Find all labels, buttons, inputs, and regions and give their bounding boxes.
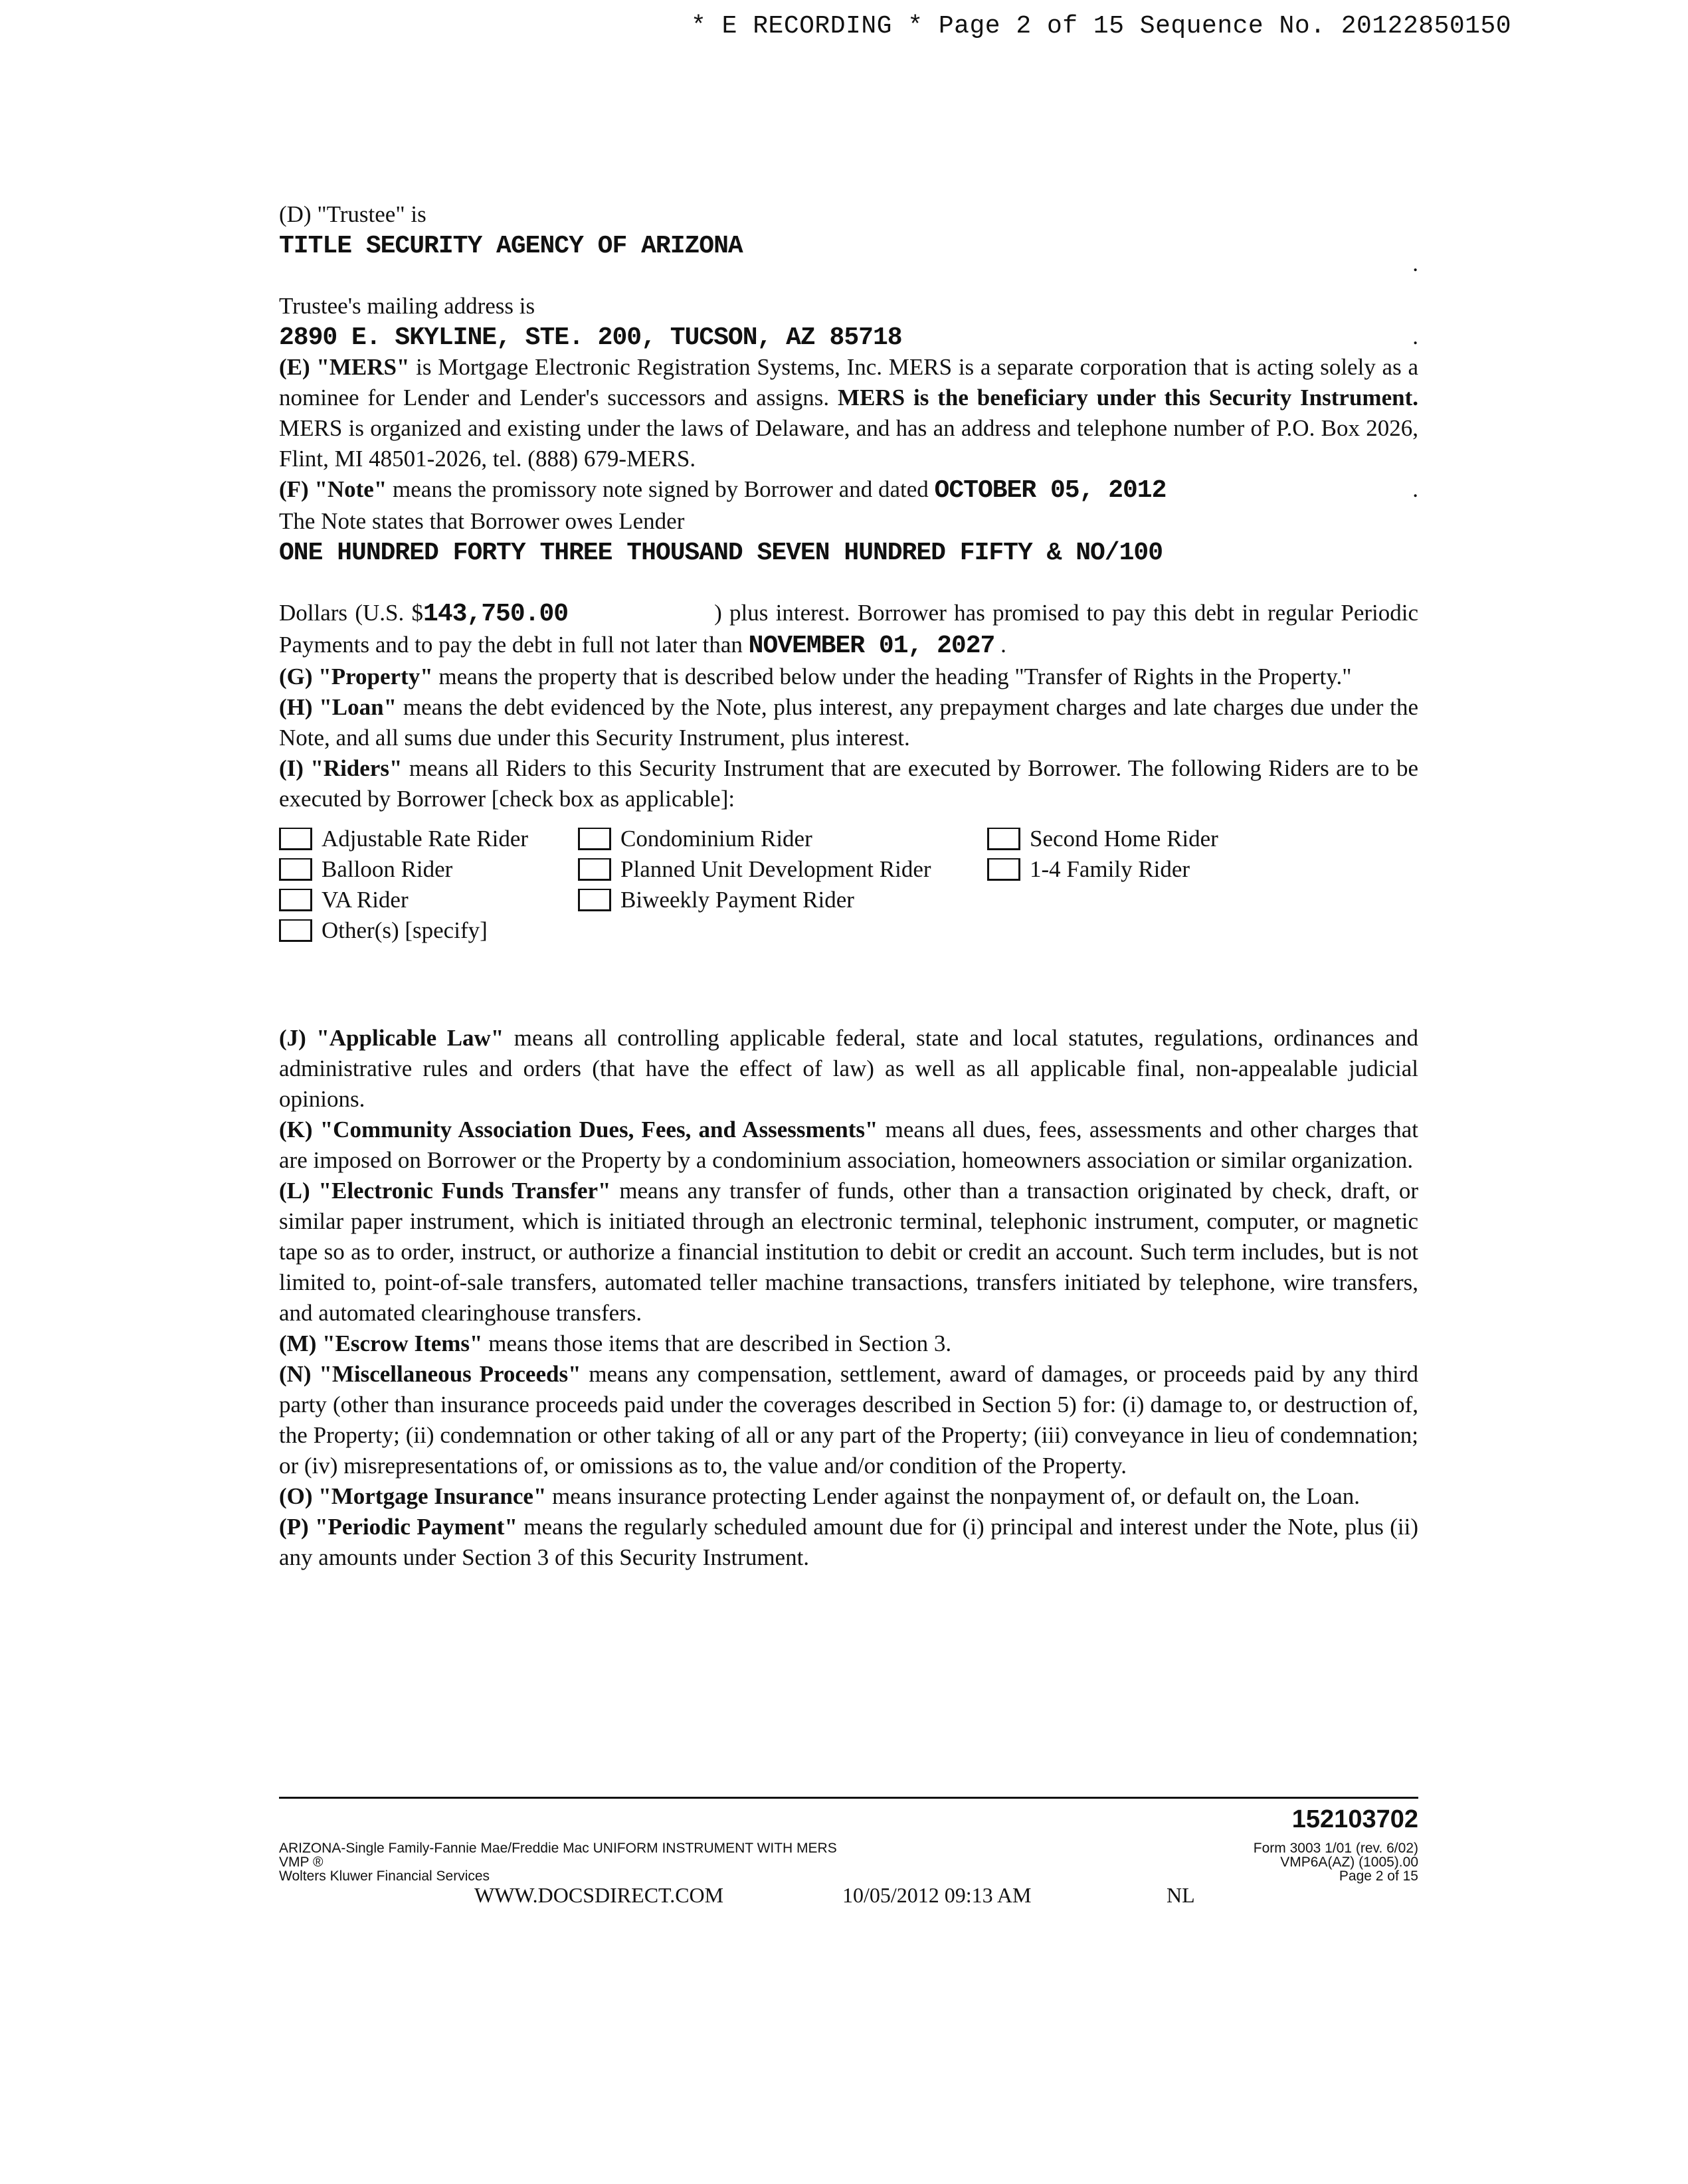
community-association-dues-definition [279, 1115, 1418, 1176]
definition-label: (M) "Escrow Items" [279, 1330, 483, 1356]
rider-label: Planned Unit Development Rider [620, 856, 931, 882]
footer-page-number: Page 2 of 15 [1339, 1868, 1418, 1884]
definition-label: (N) "Miscellaneous Proceeds" [279, 1361, 581, 1387]
rider-checkbox[interactable] [987, 858, 1020, 881]
electronic-funds-transfer-definition [279, 1176, 1418, 1328]
footer-divider [279, 1797, 1418, 1799]
rider-adjustable-rate[interactable] [279, 824, 528, 854]
definition-label: (L) "Electronic Funds Transfer" [279, 1178, 611, 1204]
mers-text-1: is Mortgage Electronic Registration Systems, Inc. MERS is a separate corporation that is acting solely as a nominee for Lender and Lender's successors and assigns. [279, 354, 1418, 410]
trustee-name-dot: . [1412, 250, 1418, 276]
rider-planned-unit-development[interactable] [578, 854, 931, 885]
trustee-mailing-label: Trustee's mailing address is [279, 293, 535, 319]
mers-text-2: MERS is organized and existing under the laws of Delaware, and has an address and telephone number of P.O. Box 2026, Flint, MI 48501-2026, tel. (888) 679-MERS. [279, 415, 1418, 472]
footer-form-description [279, 1841, 837, 1883]
definition-text: means the regularly scheduled amount due for (i) principal and interest under the Note, plus (ii) any amounts under Section 3 of this Security Instrument. [279, 1514, 1418, 1570]
footer-form-title: ARIZONA-Single Family-Fannie Mae/Freddie Mac UNIFORM INSTRUMENT WITH MERS [279, 1841, 837, 1856]
definition-text: means all dues, fees, assessments and other charges that are imposed on Borrower or the Property by a condominium association, homeowners association or similar organization. [279, 1117, 1418, 1173]
rider-checkbox[interactable] [578, 828, 611, 850]
applicable-law-definition [279, 1023, 1418, 1115]
trustee-heading: (D) "Trustee" is [279, 201, 426, 227]
maturity-date: NOVEMBER 01, 2027 [748, 632, 995, 660]
dollars-prefix: Dollars (U.S. $ [279, 600, 424, 626]
trustee-address-dot: . [1412, 323, 1418, 349]
definition-label: (J) "Applicable Law" [279, 1025, 504, 1051]
definition-text: means all controlling applicable federal, state and local statutes, regulations, ordinances and administrative rules and orders (that have the effect of law) as well as all applicable final, non-appealable judicial opinions. [279, 1025, 1418, 1112]
recording-header: * E RECORDING * Page 2 of 15 Sequence No. 20122850150 [691, 12, 1512, 41]
rider-label: Other(s) [specify] [322, 917, 488, 943]
note-definition [279, 474, 1418, 506]
rider-1-4-family[interactable] [987, 854, 1190, 885]
footer-website: WWW.DOCSDIRECT.COM [474, 1883, 724, 1907]
riders-checkbox-grid [279, 824, 1418, 950]
trustee-address: 2890 E. SKYLINE, STE. 200, TUCSON, AZ 85718 [279, 323, 902, 352]
trustee-name: TITLE SECURITY AGENCY OF ARIZONA [279, 232, 743, 260]
rider-checkbox[interactable] [578, 858, 611, 881]
mers-definition [279, 352, 1418, 474]
note-label: (F) "Note" [279, 476, 387, 502]
loan-amount: 143,750.00 [423, 600, 569, 628]
loan-text: means the debt evidenced by the Note, plus interest, any prepayment charges and late charges due under the Note, and all sums due under this Security Instrument, plus interest. [279, 694, 1418, 751]
definition-text: means any compensation, settlement, award of damages, or proceeds paid by any third party (other than insurance proceeds paid under the coverages described in Section 5) for: (i) damage to, or destruction of, the Property; (ii) condemnation or other taking of all or any part of the Property; (iii) conveyance in lieu of condemnation; or (iv) misrepresentations of, or omissions as to, the value and/or condition of the Property. [279, 1361, 1419, 1479]
footer-initials: NL [1167, 1883, 1195, 1907]
property-text: means the property that is described below under the heading "Transfer of Rights in the Property." [432, 664, 1352, 689]
rider-others[interactable] [279, 915, 488, 946]
rider-checkbox[interactable] [279, 889, 312, 911]
dollars-suffix: ) plus interest. Borrower has promised to pay this debt in regular Periodic Payments and to pay the debt in full not later than [279, 600, 1418, 658]
footer-form-number: Form 3003 1/01 (rev. 6/02) [1253, 1841, 1418, 1856]
rider-label: Second Home Rider [1030, 826, 1218, 852]
riders-definition [279, 753, 1418, 814]
rider-biweekly-payment[interactable] [578, 885, 854, 915]
definition-text: means those items that are described in Section 3. [482, 1330, 952, 1356]
rider-second-home[interactable] [987, 824, 1218, 854]
periodic-payment-definition [279, 1512, 1418, 1573]
loan-label: (H) "Loan" [279, 694, 397, 720]
loan-number: 152103702 [1291, 1805, 1418, 1833]
rider-checkbox[interactable] [578, 889, 611, 911]
miscellaneous-proceeds-definition [279, 1359, 1418, 1481]
rider-label: Adjustable Rate Rider [322, 826, 529, 852]
maturity-dot: . [994, 632, 1006, 658]
rider-label: 1-4 Family Rider [1030, 856, 1190, 882]
definition-label: (P) "Periodic Payment" [279, 1514, 517, 1540]
footer-timestamp: 10/05/2012 09:13 AM [842, 1883, 1032, 1907]
definition-label: (O) "Mortgage Insurance" [279, 1483, 547, 1509]
property-definition [279, 662, 1418, 692]
rider-checkbox[interactable] [987, 828, 1020, 850]
dollars-statement [279, 598, 1418, 662]
escrow-items-definition [279, 1328, 1418, 1359]
riders-label: (I) "Riders" [279, 755, 403, 781]
note-date: OCTOBER 05, 2012 [934, 476, 1167, 505]
note-date-dot: . [1412, 476, 1418, 502]
rider-checkbox[interactable] [279, 858, 312, 881]
mers-beneficiary-statement: MERS is the beneficiary under this Security Instrument. [838, 385, 1418, 410]
definition-label: (K) "Community Association Dues, Fees, and Assessments" [279, 1117, 878, 1142]
note-owes-line: The Note states that Borrower owes Lender [279, 508, 685, 534]
footer-form-code: VMP6A(AZ) (1005).00 [1280, 1855, 1418, 1870]
loan-definition [279, 692, 1418, 753]
footer-vmp-mark: VMP ® [279, 1855, 324, 1870]
mers-label: (E) "MERS" [279, 354, 410, 380]
loan-amount-words: ONE HUNDRED FORTY THREE THOUSAND SEVEN HUNDRED FIFTY & NO/100 [279, 539, 1163, 567]
rider-balloon[interactable] [279, 854, 452, 885]
definition-text: means any transfer of funds, other than a transaction originated by check, draft, or similar paper instrument, which is initiated through an electronic terminal, telephonic instrument, computer, or magnetic tape so as to order, instruct, or authorize a financial institution to debit or credit an account. Such term includes, but is not limited to, point-of-sale transfers, automated teller machine transactions, transfers initiated by telephone, wire transfers, and automated clearinghouse transfers. [279, 1178, 1418, 1326]
rider-label: Balloon Rider [322, 856, 453, 882]
rider-checkbox[interactable] [279, 828, 312, 850]
footer-form-info [1254, 1841, 1418, 1883]
riders-text: means all Riders to this Security Instrument that are executed by Borrower. The following Riders are to be executed by Borrower [check box as applicable]: [279, 755, 1419, 812]
rider-condominium[interactable] [578, 824, 812, 854]
definition-text: means insurance protecting Lender against the nonpayment of, or default on, the Loan. [546, 1483, 1360, 1509]
rider-checkbox[interactable] [279, 919, 312, 942]
rider-label: VA Rider [322, 887, 409, 913]
mortgage-insurance-definition [279, 1481, 1418, 1512]
document-body [279, 199, 1418, 1573]
trustee-section [279, 199, 1418, 352]
rider-va[interactable] [279, 885, 409, 915]
rider-label: Biweekly Payment Rider [620, 887, 854, 913]
property-label: (G) "Property" [279, 664, 433, 689]
note-text-1: means the promissory note signed by Borrower and dated [387, 476, 935, 502]
rider-label: Condominium Rider [620, 826, 812, 852]
footer-publisher: Wolters Kluwer Financial Services [279, 1868, 490, 1884]
